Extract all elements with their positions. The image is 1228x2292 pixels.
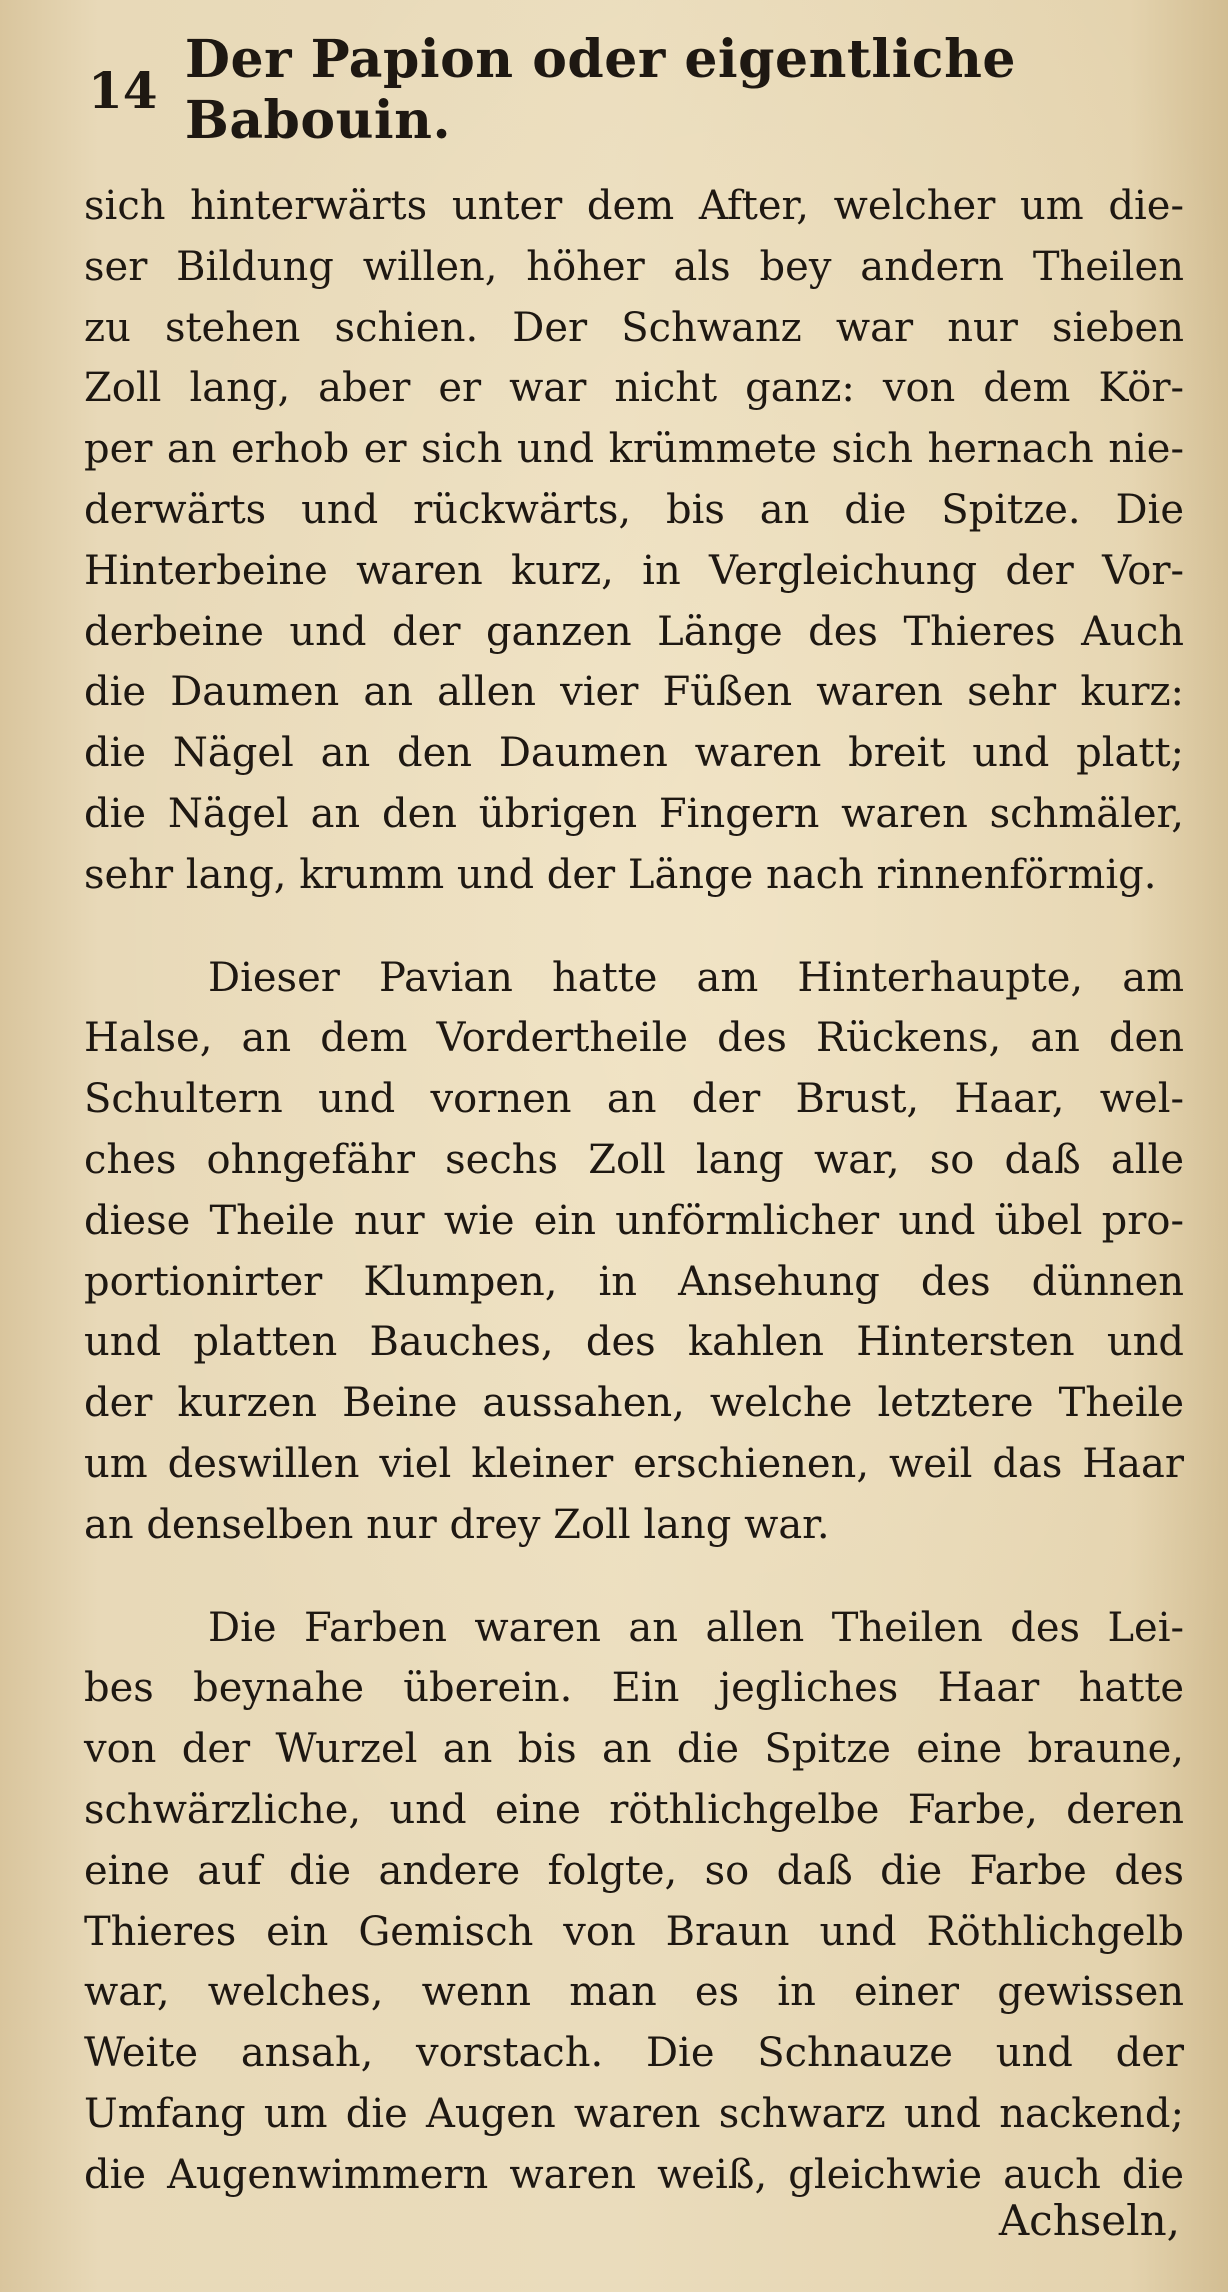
text-line: Umfang um die Augen waren schwarz und nackend;	[84, 2090, 1184, 2137]
text-line: schwärzliche, und eine röthlichgelbe Farbe, deren	[84, 1786, 1184, 1833]
paragraph-2	[84, 948, 1184, 1556]
text-line: Thieres ein Gemisch von Braun und Röthlichgelb	[84, 1908, 1184, 1955]
text-line: zu stehen schien. Der Schwanz war nur sieben	[84, 304, 1184, 351]
text-line: Weite ansah, vorstach. Die Schnauze und der	[84, 2030, 1184, 2077]
text-line: eine auf die andere folgte, so daß die Farbe des	[84, 1847, 1184, 1894]
text-line: diese Theile nur wie ein unförmlicher und übel pro-	[84, 1197, 1184, 1244]
text-line: derwärts und rückwärts, bis an die Spitze. Die	[84, 486, 1184, 533]
paragraph-3	[84, 1598, 1184, 2206]
page-header	[88, 29, 1168, 151]
text-line: derbeine und der ganzen Länge des Thieres Auch	[84, 608, 1184, 655]
text-line: Schultern und vornen an der Brust, Haar, wel-	[84, 1076, 1184, 1123]
text-line: die Nägel an den Daumen waren breit und platt;	[84, 730, 1184, 777]
text-line: per an erhob er sich und krümmete sich hernach nie-	[84, 426, 1184, 473]
text-line: die Daumen an allen vier Füßen waren sehr kurz:	[84, 669, 1184, 716]
catchword: Achseln,	[998, 2196, 1180, 2245]
text-line: ser Bildung willen, höher als bey andern Theilen	[84, 243, 1184, 290]
text-line: ches ohngefähr sechs Zoll lang war, so daß alle	[84, 1136, 1184, 1183]
text-line: um deswillen viel kleiner erschienen, weil das Haar	[84, 1440, 1184, 1487]
text-line: die Nägel an den übrigen Fingern waren schmäler,	[84, 790, 1184, 837]
text-line: Halse, an dem Vordertheile des Rückens, an den	[84, 1015, 1184, 1062]
text-line: und platten Bauches, des kahlen Hintersten und	[84, 1319, 1184, 1366]
text-line: bes beynahe überein. Ein jegliches Haar hatte	[84, 1665, 1184, 1712]
text-line: Die Farben waren an allen Theilen des Lei-	[208, 1604, 1184, 1651]
text-line: sich hinterwärts unter dem After, welcher um die-	[84, 183, 1184, 229]
text-line: von der Wurzel an bis an die Spitze eine braune,	[84, 1726, 1184, 1773]
text-line: Dieser Pavian hatte am Hinterhaupte, am	[208, 954, 1184, 1001]
body-text	[84, 176, 1184, 2206]
running-title: Der Papion oder eigentliche Babouin.	[184, 29, 1016, 151]
text-line: Zoll lang, aber er war nicht ganz: von dem Kör-	[84, 365, 1184, 412]
text-line: portionirter Klumpen, in Ansehung des dünnen	[84, 1258, 1184, 1305]
text-line: sehr lang, krumm und der Länge nach rinnenförmig.	[84, 851, 1157, 898]
text-line: war, welches, wenn man es in einer gewissen	[84, 1969, 1184, 2016]
text-line: die Augenwimmern waren weiß, gleichwie auch die	[84, 2151, 1184, 2198]
page-number: 14	[88, 60, 158, 120]
text-line: der kurzen Beine aussahen, welche letztere Theile	[84, 1380, 1184, 1427]
text-line: Hinterbeine waren kurz, in Vergleichung der Vor-	[84, 547, 1184, 594]
paragraph-1	[84, 176, 1184, 906]
text-line: an denselben nur drey Zoll lang war.	[84, 1501, 830, 1548]
